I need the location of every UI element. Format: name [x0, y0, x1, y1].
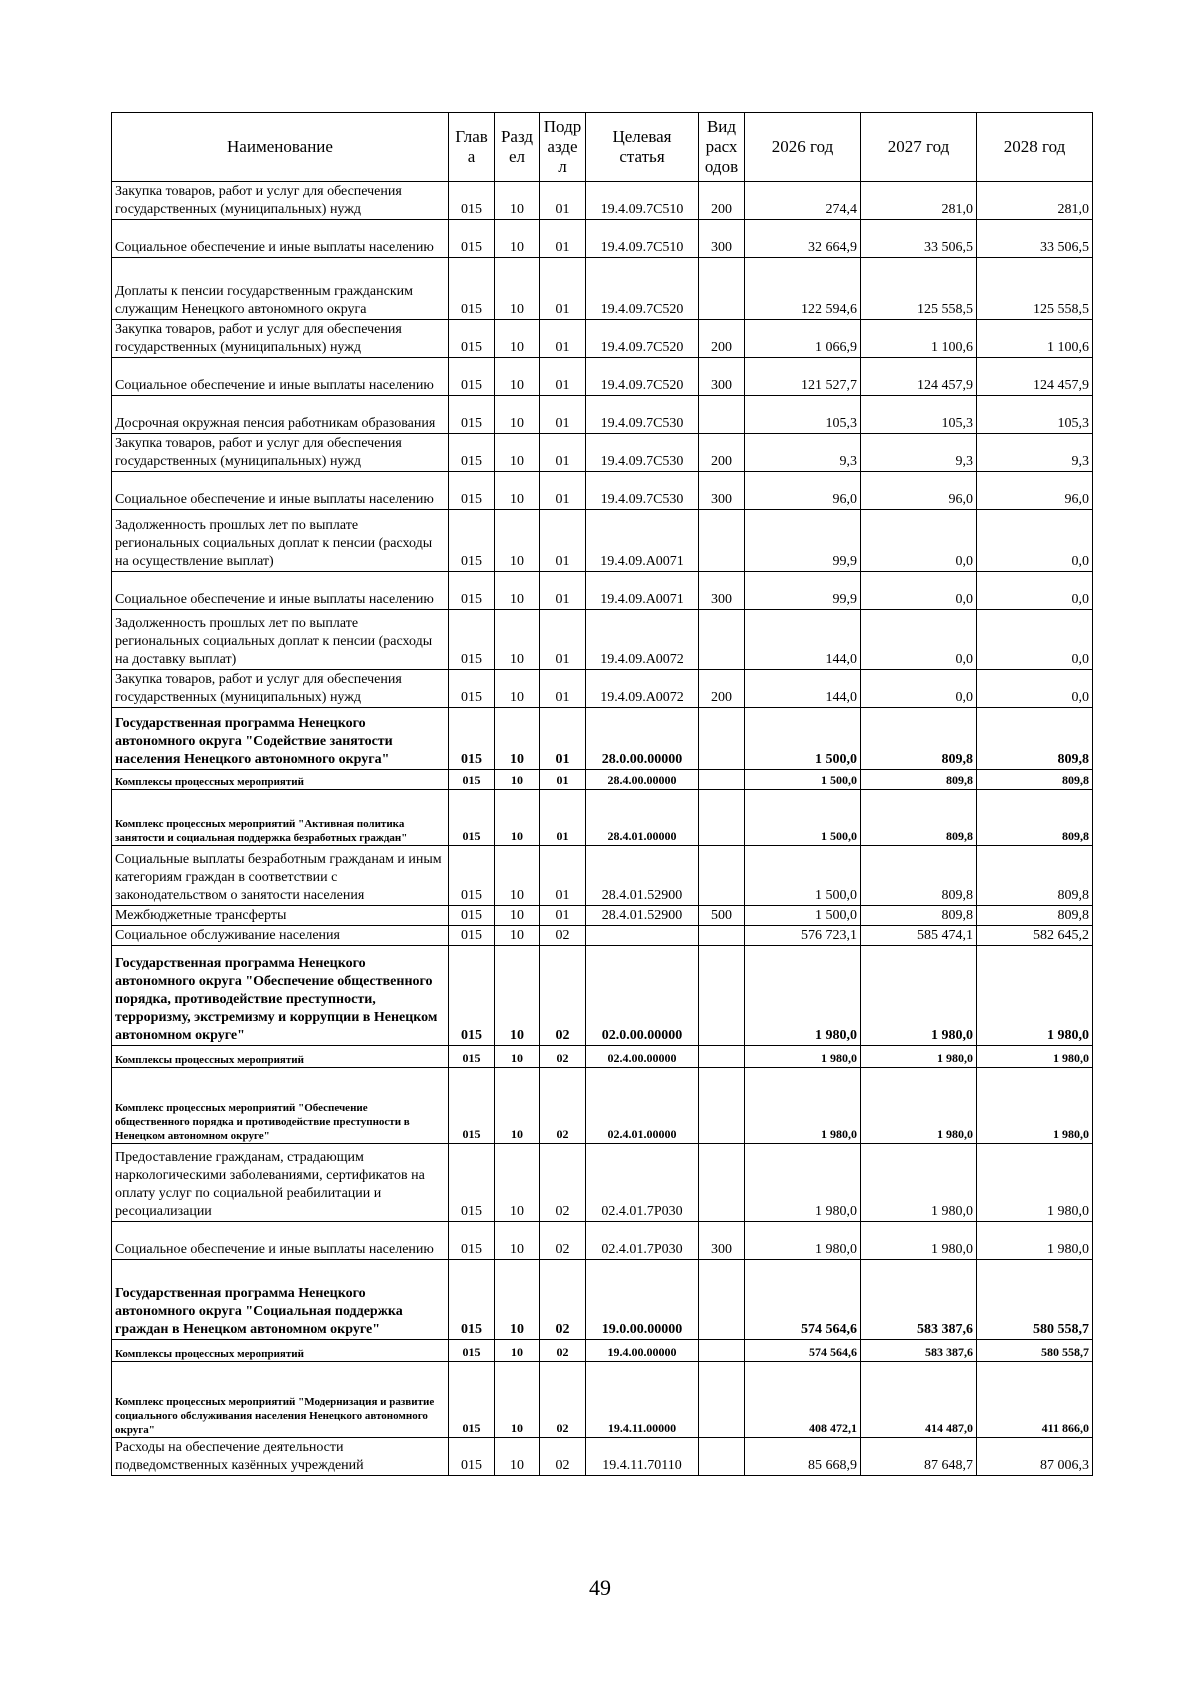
- cell-2027: 414 487,0: [861, 1362, 977, 1438]
- cell-target-article: 19.4.09.А0071: [586, 572, 699, 610]
- cell-2028: 0,0: [977, 670, 1093, 708]
- cell-2028: 0,0: [977, 610, 1093, 670]
- table-row: [112, 396, 1093, 434]
- cell-name: Социальное обслуживание населения: [112, 926, 449, 946]
- cell-expense-type: 300: [699, 572, 745, 610]
- cell-2027: 1 980,0: [861, 1046, 977, 1068]
- cell-razdel: 10: [495, 926, 540, 946]
- cell-target-article: 19.4.11.70110: [586, 1438, 699, 1476]
- cell-target-article: 19.4.09.7С530: [586, 434, 699, 472]
- cell-glava: 015: [449, 1144, 495, 1222]
- header-2026: 2026 год: [745, 113, 861, 182]
- cell-razdel: 10: [495, 670, 540, 708]
- cell-2026: 574 564,6: [745, 1260, 861, 1340]
- cell-podrazdel: 02: [540, 1362, 586, 1438]
- cell-podrazdel: 01: [540, 510, 586, 572]
- cell-name: Доплаты к пенсии государственным гражданским служащим Ненецкого автономного округа: [112, 258, 449, 320]
- cell-razdel: 10: [495, 946, 540, 1046]
- cell-podrazdel: 01: [540, 396, 586, 434]
- cell-2028: 105,3: [977, 396, 1093, 434]
- cell-2027: 809,8: [861, 790, 977, 846]
- cell-2026: 99,9: [745, 572, 861, 610]
- cell-glava: 015: [449, 1260, 495, 1340]
- cell-2027: 87 648,7: [861, 1438, 977, 1476]
- cell-2026: 96,0: [745, 472, 861, 510]
- cell-2028: 9,3: [977, 434, 1093, 472]
- cell-expense-type: [699, 258, 745, 320]
- cell-glava: 015: [449, 610, 495, 670]
- cell-expense-type: [699, 790, 745, 846]
- cell-razdel: 10: [495, 396, 540, 434]
- cell-target-article: 19.4.09.7С510: [586, 220, 699, 258]
- cell-expense-type: [699, 708, 745, 770]
- cell-2026: 9,3: [745, 434, 861, 472]
- cell-razdel: 10: [495, 1260, 540, 1340]
- cell-2027: 0,0: [861, 510, 977, 572]
- cell-name: Социальное обеспечение и иные выплаты населению: [112, 358, 449, 396]
- cell-target-article: 19.4.09.7С520: [586, 320, 699, 358]
- cell-razdel: 10: [495, 610, 540, 670]
- cell-2026: 1 980,0: [745, 1046, 861, 1068]
- cell-expense-type: [699, 1260, 745, 1340]
- table-row: [112, 472, 1093, 510]
- cell-target-article: 02.4.01.7Р030: [586, 1144, 699, 1222]
- cell-podrazdel: 01: [540, 708, 586, 770]
- header-podrazdel: Подр азде л: [540, 113, 586, 182]
- table-row: [112, 320, 1093, 358]
- cell-name: Социальное обеспечение и иные выплаты населению: [112, 572, 449, 610]
- cell-expense-type: 300: [699, 1222, 745, 1260]
- cell-2027: 281,0: [861, 182, 977, 220]
- table-row: [112, 434, 1093, 472]
- cell-expense-type: 300: [699, 358, 745, 396]
- cell-2028: 809,8: [977, 708, 1093, 770]
- cell-name: Межбюджетные трансферты: [112, 906, 449, 926]
- cell-2028: 1 980,0: [977, 946, 1093, 1046]
- cell-2027: 809,8: [861, 770, 977, 790]
- header-row: [112, 113, 1093, 182]
- cell-razdel: 10: [495, 220, 540, 258]
- cell-glava: 015: [449, 1362, 495, 1438]
- cell-name: Закупка товаров, работ и услуг для обеспечения государственных (муниципальных) нужд: [112, 670, 449, 708]
- cell-2028: 809,8: [977, 790, 1093, 846]
- cell-target-article: 02.4.01.7Р030: [586, 1222, 699, 1260]
- cell-2028: 809,8: [977, 906, 1093, 926]
- cell-podrazdel: 02: [540, 1068, 586, 1144]
- cell-expense-type: [699, 610, 745, 670]
- cell-2026: 144,0: [745, 610, 861, 670]
- cell-razdel: 10: [495, 708, 540, 770]
- cell-2027: 96,0: [861, 472, 977, 510]
- cell-razdel: 10: [495, 320, 540, 358]
- cell-name: Расходы на обеспечение деятельности подведомственных казённых учреждений: [112, 1438, 449, 1476]
- cell-2027: 583 387,6: [861, 1260, 977, 1340]
- cell-2027: 125 558,5: [861, 258, 977, 320]
- cell-glava: 015: [449, 906, 495, 926]
- cell-name: Комплексы процессных мероприятий: [112, 1046, 449, 1068]
- cell-razdel: 10: [495, 1068, 540, 1144]
- cell-expense-type: [699, 1340, 745, 1362]
- table-row: [112, 510, 1093, 572]
- cell-name: Социальное обеспечение и иные выплаты населению: [112, 1222, 449, 1260]
- cell-podrazdel: 02: [540, 926, 586, 946]
- cell-name: Государственная программа Ненецкого автономного округа "Обеспечение общественного порядка, противодействие преступности, терроризму, экстремизму и коррупции в Ненецком автономном округе": [112, 946, 449, 1046]
- cell-glava: 015: [449, 472, 495, 510]
- header-expense-type: Вид расх одов: [699, 113, 745, 182]
- table-row: [112, 1222, 1093, 1260]
- cell-podrazdel: 01: [540, 182, 586, 220]
- table-row: [112, 1340, 1093, 1362]
- cell-2028: 0,0: [977, 572, 1093, 610]
- cell-podrazdel: 01: [540, 320, 586, 358]
- table-row: [112, 1046, 1093, 1068]
- header-name: Наименование: [112, 113, 449, 182]
- cell-2027: 1 980,0: [861, 946, 977, 1046]
- cell-2028: 582 645,2: [977, 926, 1093, 946]
- cell-name: Государственная программа Ненецкого автономного округа "Социальная поддержка граждан в Ненецком автономном округе": [112, 1260, 449, 1340]
- cell-name: Задолженность прошлых лет по выплате региональных социальных доплат к пенсии (расходы на осуществление выплат): [112, 510, 449, 572]
- cell-glava: 015: [449, 790, 495, 846]
- budget-table: [111, 112, 1093, 1476]
- cell-expense-type: [699, 1046, 745, 1068]
- cell-2027: 9,3: [861, 434, 977, 472]
- table-row: [112, 358, 1093, 396]
- cell-2028: 87 006,3: [977, 1438, 1093, 1476]
- table-row: [112, 1260, 1093, 1340]
- table-row: [112, 906, 1093, 926]
- cell-2028: 125 558,5: [977, 258, 1093, 320]
- cell-2028: 33 506,5: [977, 220, 1093, 258]
- cell-podrazdel: 02: [540, 1222, 586, 1260]
- table-row: [112, 770, 1093, 790]
- cell-podrazdel: 02: [540, 1144, 586, 1222]
- cell-2027: 583 387,6: [861, 1340, 977, 1362]
- table-row: [112, 1438, 1093, 1476]
- cell-razdel: 10: [495, 1340, 540, 1362]
- cell-expense-type: [699, 846, 745, 906]
- cell-2028: 580 558,7: [977, 1260, 1093, 1340]
- cell-razdel: 10: [495, 1144, 540, 1222]
- cell-name: Государственная программа Ненецкого автономного округа "Содействие занятости населения Ненецкого автономного округа": [112, 708, 449, 770]
- cell-2026: 408 472,1: [745, 1362, 861, 1438]
- cell-target-article: 28.4.00.00000: [586, 770, 699, 790]
- table-row: [112, 790, 1093, 846]
- cell-target-article: 19.4.09.7С520: [586, 258, 699, 320]
- cell-target-article: 28.4.01.52900: [586, 846, 699, 906]
- page-number: 49: [589, 1575, 611, 1600]
- cell-name: Комплексы процессных мероприятий: [112, 1340, 449, 1362]
- cell-2028: 1 980,0: [977, 1068, 1093, 1144]
- cell-razdel: 10: [495, 472, 540, 510]
- cell-expense-type: 200: [699, 182, 745, 220]
- cell-name: Социальные выплаты безработным гражданам и иным категориям граждан в соответствии с законодательством о занятости населения: [112, 846, 449, 906]
- header-target-article: Целевая статья: [586, 113, 699, 182]
- cell-target-article: 19.4.11.00000: [586, 1362, 699, 1438]
- cell-podrazdel: 01: [540, 572, 586, 610]
- cell-podrazdel: 02: [540, 1340, 586, 1362]
- cell-expense-type: 200: [699, 434, 745, 472]
- table-row: [112, 1144, 1093, 1222]
- cell-2026: 1 500,0: [745, 846, 861, 906]
- cell-2026: 85 668,9: [745, 1438, 861, 1476]
- cell-expense-type: [699, 926, 745, 946]
- table-row: [112, 182, 1093, 220]
- cell-2026: 122 594,6: [745, 258, 861, 320]
- cell-target-article: 19.4.09.А0072: [586, 670, 699, 708]
- cell-2026: 274,4: [745, 182, 861, 220]
- table-row: [112, 708, 1093, 770]
- cell-2028: 1 980,0: [977, 1222, 1093, 1260]
- cell-razdel: 10: [495, 572, 540, 610]
- cell-2028: 809,8: [977, 770, 1093, 790]
- cell-name: Задолженность прошлых лет по выплате региональных социальных доплат к пенсии (расходы на доставку выплат): [112, 610, 449, 670]
- header-2028: 2028 год: [977, 113, 1093, 182]
- cell-glava: 015: [449, 1222, 495, 1260]
- cell-2028: 580 558,7: [977, 1340, 1093, 1362]
- cell-expense-type: 300: [699, 220, 745, 258]
- cell-target-article: 19.4.09.7С530: [586, 472, 699, 510]
- cell-expense-type: [699, 510, 745, 572]
- cell-2026: 144,0: [745, 670, 861, 708]
- cell-2027: 124 457,9: [861, 358, 977, 396]
- cell-glava: 015: [449, 670, 495, 708]
- cell-glava: 015: [449, 1068, 495, 1144]
- table-row: [112, 220, 1093, 258]
- cell-razdel: 10: [495, 1046, 540, 1068]
- cell-target-article: 19.0.00.00000: [586, 1260, 699, 1340]
- cell-2027: 1 100,6: [861, 320, 977, 358]
- cell-2028: 0,0: [977, 510, 1093, 572]
- cell-expense-type: [699, 396, 745, 434]
- cell-razdel: 10: [495, 790, 540, 846]
- cell-2028: 1 980,0: [977, 1144, 1093, 1222]
- cell-glava: 015: [449, 946, 495, 1046]
- cell-target-article: 19.4.09.А0071: [586, 510, 699, 572]
- cell-razdel: 10: [495, 358, 540, 396]
- cell-2026: 1 980,0: [745, 1222, 861, 1260]
- cell-target-article: [586, 926, 699, 946]
- cell-2026: 1 980,0: [745, 1068, 861, 1144]
- cell-2028: 1 100,6: [977, 320, 1093, 358]
- cell-2027: 585 474,1: [861, 926, 977, 946]
- cell-podrazdel: 01: [540, 434, 586, 472]
- cell-razdel: 10: [495, 770, 540, 790]
- cell-podrazdel: 01: [540, 358, 586, 396]
- table-row: [112, 258, 1093, 320]
- cell-name: Предоставление гражданам, страдающим наркологическими заболеваниями, сертификатов на оплату услуг по социальной реабилитации и ресоциализации: [112, 1144, 449, 1222]
- cell-2026: 576 723,1: [745, 926, 861, 946]
- cell-podrazdel: 01: [540, 906, 586, 926]
- cell-name: Закупка товаров, работ и услуг для обеспечения государственных (муниципальных) нужд: [112, 434, 449, 472]
- cell-glava: 015: [449, 846, 495, 906]
- cell-glava: 015: [449, 770, 495, 790]
- cell-podrazdel: 01: [540, 670, 586, 708]
- table-row: [112, 946, 1093, 1046]
- table-row: [112, 572, 1093, 610]
- cell-expense-type: [699, 770, 745, 790]
- cell-expense-type: [699, 1438, 745, 1476]
- cell-podrazdel: 01: [540, 770, 586, 790]
- cell-2027: 0,0: [861, 572, 977, 610]
- cell-razdel: 10: [495, 846, 540, 906]
- cell-2028: 281,0: [977, 182, 1093, 220]
- cell-glava: 015: [449, 510, 495, 572]
- cell-2028: 96,0: [977, 472, 1093, 510]
- cell-2027: 33 506,5: [861, 220, 977, 258]
- cell-2027: 105,3: [861, 396, 977, 434]
- cell-glava: 015: [449, 1340, 495, 1362]
- cell-glava: 015: [449, 572, 495, 610]
- cell-2026: 1 066,9: [745, 320, 861, 358]
- cell-glava: 015: [449, 1046, 495, 1068]
- cell-2026: 574 564,6: [745, 1340, 861, 1362]
- cell-2027: 1 980,0: [861, 1068, 977, 1144]
- cell-2028: 411 866,0: [977, 1362, 1093, 1438]
- cell-glava: 015: [449, 320, 495, 358]
- header-razdel: Разд ел: [495, 113, 540, 182]
- cell-2027: 0,0: [861, 610, 977, 670]
- cell-target-article: 28.4.01.00000: [586, 790, 699, 846]
- cell-razdel: 10: [495, 1438, 540, 1476]
- cell-2026: 1 500,0: [745, 708, 861, 770]
- cell-glava: 015: [449, 1438, 495, 1476]
- cell-2026: 1 500,0: [745, 790, 861, 846]
- cell-podrazdel: 02: [540, 946, 586, 1046]
- cell-glava: 015: [449, 258, 495, 320]
- cell-expense-type: 300: [699, 472, 745, 510]
- cell-podrazdel: 02: [540, 1438, 586, 1476]
- cell-2026: 1 500,0: [745, 906, 861, 926]
- cell-podrazdel: 01: [540, 610, 586, 670]
- cell-podrazdel: 02: [540, 1260, 586, 1340]
- cell-name: Закупка товаров, работ и услуг для обеспечения государственных (муниципальных) нужд: [112, 320, 449, 358]
- cell-glava: 015: [449, 220, 495, 258]
- cell-razdel: 10: [495, 182, 540, 220]
- cell-podrazdel: 01: [540, 258, 586, 320]
- cell-glava: 015: [449, 926, 495, 946]
- cell-2026: 1 500,0: [745, 770, 861, 790]
- cell-target-article: 19.4.00.00000: [586, 1340, 699, 1362]
- cell-name: Комплекс процессных мероприятий "Обеспечение общественного порядка и противодействие преступности в Ненецком автономном округе": [112, 1068, 449, 1144]
- table-row: [112, 1362, 1093, 1438]
- cell-name: Комплекс процессных мероприятий "Активная политика занятости и социальная поддержка безработных граждан": [112, 790, 449, 846]
- cell-target-article: 19.4.09.А0072: [586, 610, 699, 670]
- cell-expense-type: [699, 1144, 745, 1222]
- cell-expense-type: 200: [699, 670, 745, 708]
- cell-podrazdel: 01: [540, 846, 586, 906]
- cell-2026: 99,9: [745, 510, 861, 572]
- table-row: [112, 1068, 1093, 1144]
- cell-name: Социальное обеспечение и иные выплаты населению: [112, 472, 449, 510]
- cell-2027: 0,0: [861, 670, 977, 708]
- cell-expense-type: 200: [699, 320, 745, 358]
- cell-2027: 809,8: [861, 846, 977, 906]
- cell-target-article: 02.4.01.00000: [586, 1068, 699, 1144]
- cell-podrazdel: 01: [540, 790, 586, 846]
- cell-2026: 32 664,9: [745, 220, 861, 258]
- table-row: [112, 670, 1093, 708]
- cell-razdel: 10: [495, 258, 540, 320]
- cell-razdel: 10: [495, 906, 540, 926]
- table-row: [112, 846, 1093, 906]
- cell-target-article: 28.4.01.52900: [586, 906, 699, 926]
- cell-target-article: 19.4.09.7С520: [586, 358, 699, 396]
- cell-name: Комплекс процессных мероприятий "Модернизация и развитие социального обслуживания населения Ненецкого автономного округа": [112, 1362, 449, 1438]
- cell-2028: 809,8: [977, 846, 1093, 906]
- cell-glava: 015: [449, 396, 495, 434]
- cell-razdel: 10: [495, 510, 540, 572]
- cell-name: Комплексы процессных мероприятий: [112, 770, 449, 790]
- cell-expense-type: 500: [699, 906, 745, 926]
- cell-target-article: 19.4.09.7С510: [586, 182, 699, 220]
- cell-razdel: 10: [495, 1222, 540, 1260]
- header-glava: Глав а: [449, 113, 495, 182]
- cell-2027: 1 980,0: [861, 1222, 977, 1260]
- cell-name: Социальное обеспечение и иные выплаты населению: [112, 220, 449, 258]
- cell-2026: 105,3: [745, 396, 861, 434]
- cell-expense-type: [699, 1068, 745, 1144]
- cell-razdel: 10: [495, 1362, 540, 1438]
- cell-2027: 809,8: [861, 906, 977, 926]
- cell-target-article: 02.0.00.00000: [586, 946, 699, 1046]
- header-2027: 2027 год: [861, 113, 977, 182]
- cell-2028: 1 980,0: [977, 1046, 1093, 1068]
- cell-glava: 015: [449, 358, 495, 396]
- cell-2027: 809,8: [861, 708, 977, 770]
- cell-expense-type: [699, 1362, 745, 1438]
- cell-expense-type: [699, 946, 745, 1046]
- cell-podrazdel: 01: [540, 472, 586, 510]
- cell-glava: 015: [449, 434, 495, 472]
- table-row: [112, 926, 1093, 946]
- cell-2026: 1 980,0: [745, 946, 861, 1046]
- cell-name: Досрочная окружная пенсия работникам образования: [112, 396, 449, 434]
- cell-name: Закупка товаров, работ и услуг для обеспечения государственных (муниципальных) нужд: [112, 182, 449, 220]
- cell-glava: 015: [449, 182, 495, 220]
- cell-2026: 121 527,7: [745, 358, 861, 396]
- cell-target-article: 19.4.09.7С530: [586, 396, 699, 434]
- cell-podrazdel: 02: [540, 1046, 586, 1068]
- cell-razdel: 10: [495, 434, 540, 472]
- cell-2028: 124 457,9: [977, 358, 1093, 396]
- cell-2026: 1 980,0: [745, 1144, 861, 1222]
- cell-2027: 1 980,0: [861, 1144, 977, 1222]
- cell-target-article: 02.4.00.00000: [586, 1046, 699, 1068]
- table-row: [112, 610, 1093, 670]
- cell-podrazdel: 01: [540, 220, 586, 258]
- cell-glava: 015: [449, 708, 495, 770]
- cell-target-article: 28.0.00.00000: [586, 708, 699, 770]
